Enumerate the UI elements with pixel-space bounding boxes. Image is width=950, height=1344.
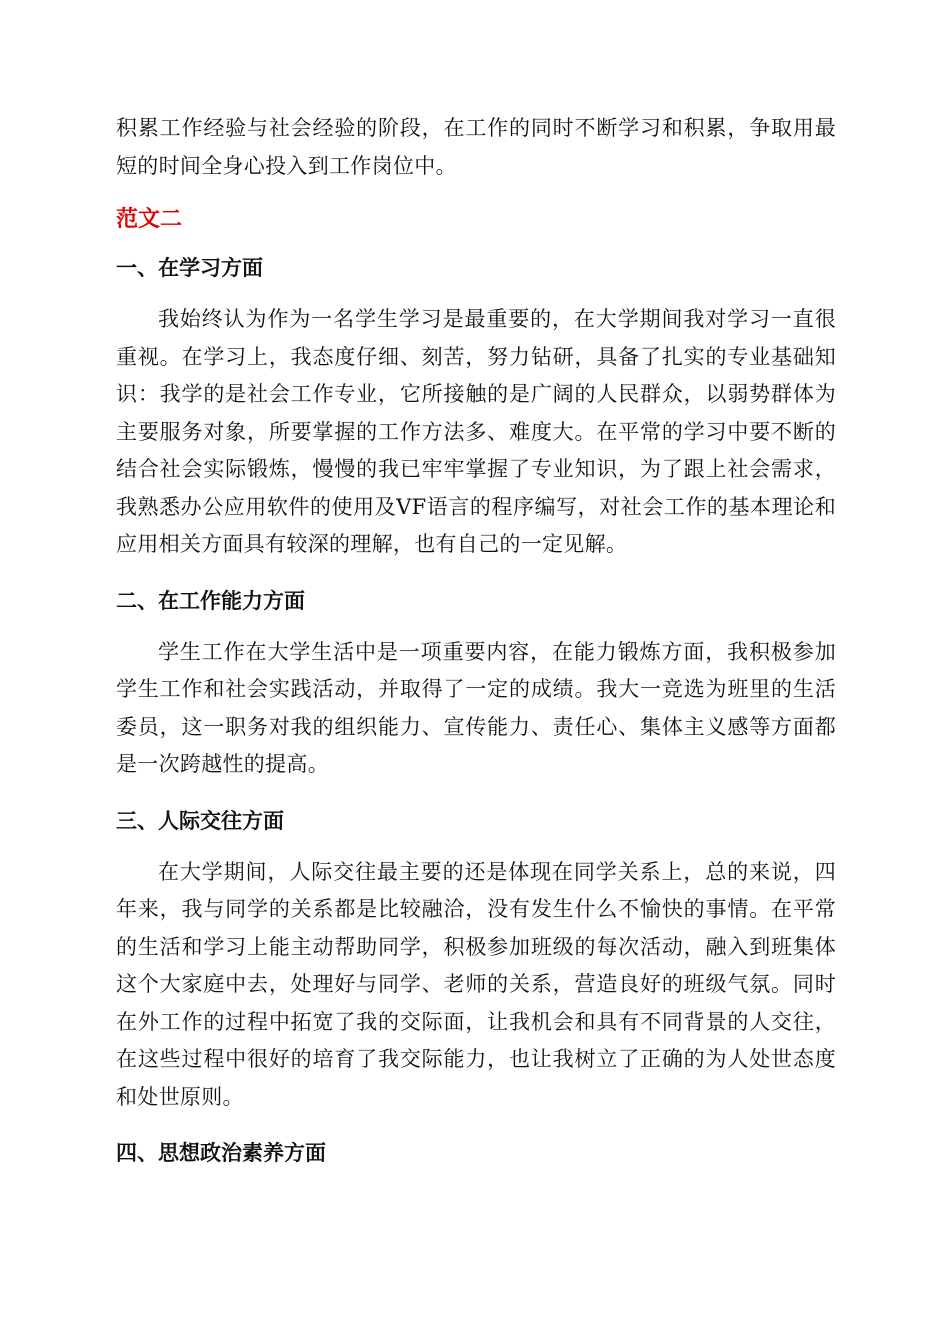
intro-paragraph: 积累工作经验与社会经验的阶段，在工作的同时不断学习和积累，争取用最短的时间全身心投入到工作岗位中。 — [116, 116, 836, 178]
sample-heading: 范文二 — [116, 207, 183, 232]
section-body-study: 我始终认为作为一名学生学习是最重要的，在大学期间我对学习一直很重视。在学习上，我态度仔细、刻苦，努力钻研，具备了扎实的专业基础知识：我学的是社会工作专业，它所接触的是广阔的人民群众，以弱势群体为主要服务对象，所要掌握的工作方法多、难度大。在平常的学习中要不断的结合社会实际锻炼，慢慢的我已牢牢掌握了专业知识，为了跟上社会需求，我熟悉办公应用软件的使用及VF语言的程序编写，对社会工作的基本理论和应用相关方面具有较深的理解，也有自己的一定见解。 — [116, 307, 836, 556]
section-body-work-ability: 学生工作在大学生活中是一项重要内容，在能力锻炼方面，我积极参加学生工作和社会实践活动，并取得了一定的成绩。我大一竞选为班里的生活委员，这一职务对我的组织能力、宣传能力、责任心、集体主义感等方面都是一次跨越性的提高。 — [116, 639, 836, 776]
section-heading-study: 一、在学习方面 — [116, 256, 263, 280]
section-heading-ideology: 四、思想政治素养方面 — [116, 1141, 326, 1165]
section-body-interpersonal: 在大学期间，人际交往最主要的还是体现在同学关系上，总的来说，四年来，我与同学的关系都是比较融洽，没有发生什么不愉快的事情。在平常的生活和学习上能主动帮助同学，积极参加班级的每次活动，融入到班集体这个大家庭中去，处理好与同学、老师的关系，营造良好的班级气氛。同时在外工作的过程中拓宽了我的交际面，让我机会和具有不同背景的人交往，在这些过程中很好的培育了我交际能力，也让我树立了正确的为人处世态度和处世原则。 — [116, 859, 836, 1109]
section-heading-work-ability: 二、在工作能力方面 — [116, 588, 305, 613]
section-heading-interpersonal: 三、人际交往方面 — [116, 808, 284, 833]
document-body — [116, 110, 836, 1168]
